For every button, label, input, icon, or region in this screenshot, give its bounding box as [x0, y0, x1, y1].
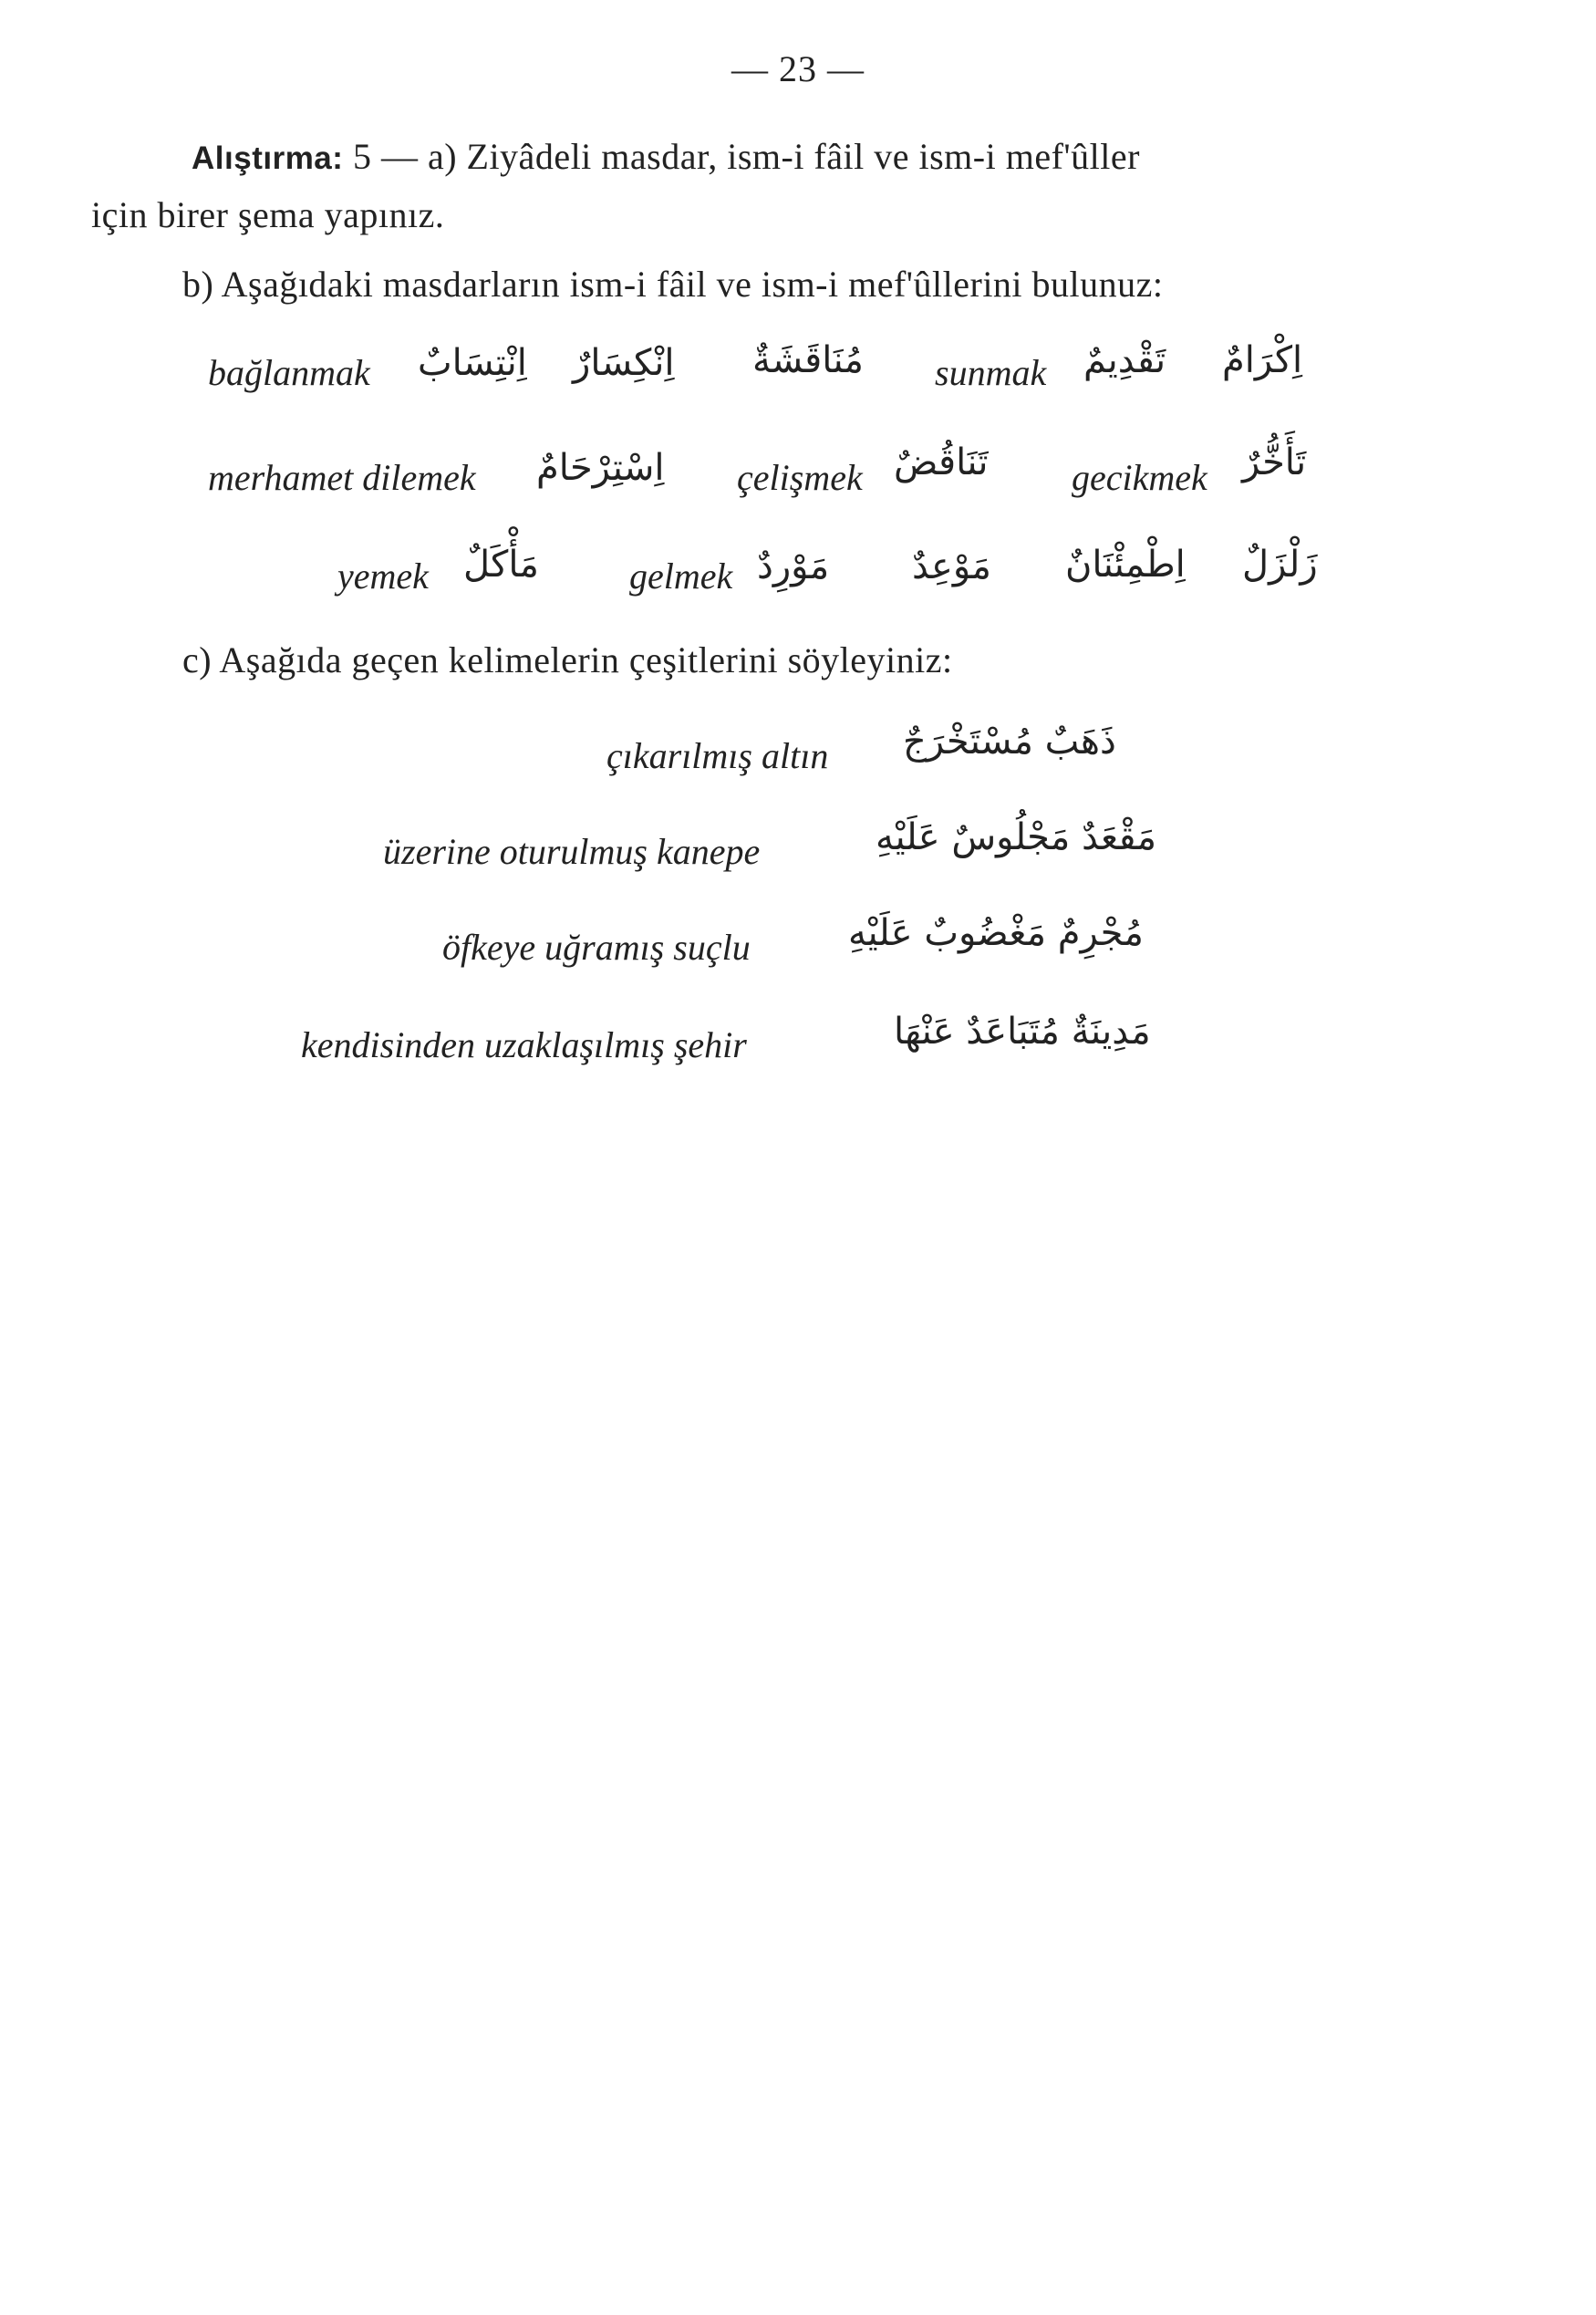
arabic-ikram: اِكْرَامٌ	[1222, 339, 1303, 381]
arabic-mekel: مَأْكَلٌ	[463, 544, 539, 586]
arabic-makad-meclus: مَقْعَدٌ مَجْلُوسٌ عَلَيْهِ	[876, 816, 1156, 858]
arabic-teahhur: تَأَخُّرٌ	[1242, 441, 1307, 483]
arabic-intisab: اِنْتِسَابٌ	[418, 342, 527, 384]
arabic-tenakuz: تَنَاقُضٌ	[894, 441, 989, 483]
part-b-heading: b) Aşağıdaki masdarların ism-i fâil ve ism-i mef'ûllerini bulunuz:	[182, 264, 1164, 305]
phrase-kendisinden-uzaklasilmis-sehir: kendisinden uzaklaşılmış şehir	[301, 1024, 747, 1065]
word-gelmek: gelmek	[629, 555, 733, 597]
word-sunmak: sunmak	[935, 352, 1047, 393]
word-yemek: yemek	[337, 555, 429, 597]
word-merhamet-dilemek: merhamet dilemek	[208, 457, 476, 498]
exercise-line-2: için birer şema yapınız.	[91, 194, 445, 235]
exercise-label: Alıştırma:	[192, 140, 344, 176]
arabic-medine-mutebaad: مَدِينَةٌ مُتَبَاعَدٌ عَنْهَا	[894, 1011, 1151, 1053]
arabic-munakasa: مُنَاقَشَةٌ	[752, 339, 864, 381]
arabic-zeheb-mustahrec: ذَهَبٌ مُسْتَخْرَجٌ	[903, 721, 1116, 763]
arabic-mevid: مَوْعِدٌ	[912, 545, 991, 587]
phrase-ofkeye-ugramis-suclu: öfkeye uğramış suçlu	[442, 927, 751, 968]
part-c-heading: c) Aşağıda geçen kelimelerin çeşitlerini söyleyiniz:	[182, 639, 953, 680]
exercise-text-1: 5 — a) Ziyâdeli masdar, ism-i fâil ve ism-i mef'ûller	[352, 136, 1140, 177]
arabic-mucrim-magdub: مُجْرِمٌ مَغْضُوبٌ عَلَيْهِ	[848, 912, 1144, 954]
page-number: — 23 —	[731, 48, 865, 89]
arabic-inkisar: اِنْكِسَارٌ	[573, 342, 675, 384]
phrase-cikarilmis-altin: çıkarılmış altın	[606, 735, 829, 776]
word-baglanmak: bağlanmak	[208, 352, 370, 393]
arabic-takdim: تَقْدِيمٌ	[1083, 339, 1166, 381]
arabic-zelzel: زَلْزَلٌ	[1242, 544, 1318, 586]
arabic-istirham: اِسْتِرْحَامٌ	[536, 447, 665, 489]
exercise-line-1	[192, 135, 1140, 178]
word-gecikmek: gecikmek	[1072, 457, 1207, 498]
arabic-mevrid: مَوْرِدٌ	[757, 545, 830, 587]
word-celismek: çelişmek	[737, 457, 863, 498]
phrase-uzerine-oturulmus-kanepe: üzerine oturulmuş kanepe	[383, 831, 761, 872]
arabic-itminan: اِطْمِئْنَانٌ	[1065, 544, 1186, 586]
